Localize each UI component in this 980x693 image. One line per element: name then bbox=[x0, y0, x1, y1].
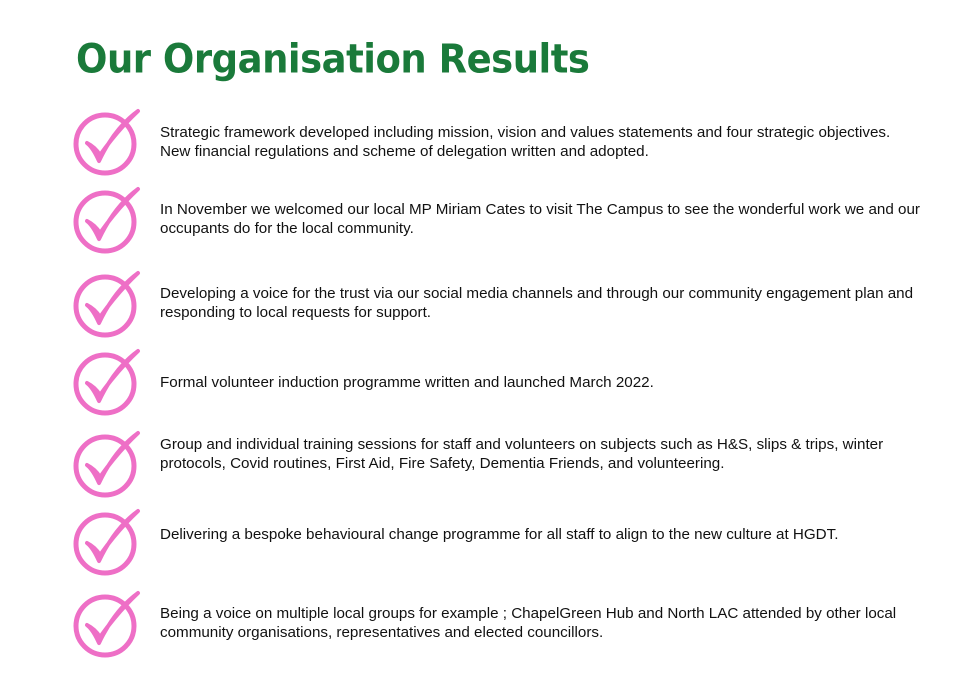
result-item bbox=[72, 268, 932, 340]
result-text: Group and individual training sessions for staff and volunteers on subjects such as H&S, slips & trips, winter protocols, Covid routines, First Aid, Fire Safety, Dementia Friends, and volunteering. bbox=[160, 436, 884, 472]
result-item bbox=[72, 428, 932, 500]
result-text: Being a voice on multiple local groups for example ; ChapelGreen Hub and North LAC attended by other local community organisations, representatives and elected councillors. bbox=[160, 605, 897, 641]
checkmark-circle-icon bbox=[72, 428, 144, 500]
result-item bbox=[72, 106, 932, 178]
result-item bbox=[72, 588, 932, 660]
result-text: Strategic framework developed including mission, vision and values statements and four strategic objectives. New financial regulations and scheme of delegation written and adopted. bbox=[160, 124, 891, 160]
result-text: Formal volunteer induction programme written and launched March 2022. bbox=[160, 374, 654, 391]
checkmark-circle-icon bbox=[72, 346, 144, 418]
result-item bbox=[72, 346, 932, 418]
result-item bbox=[72, 506, 932, 578]
checkmark-circle-icon bbox=[72, 106, 144, 178]
result-item bbox=[72, 184, 932, 256]
checkmark-circle-icon bbox=[72, 506, 144, 578]
checkmark-circle-icon bbox=[72, 184, 144, 256]
checkmark-circle-icon bbox=[72, 588, 144, 660]
result-text: Delivering a bespoke behavioural change programme for all staff to align to the new culture at HGDT. bbox=[160, 526, 839, 543]
checkmark-circle-icon bbox=[72, 268, 144, 340]
result-text: Developing a voice for the trust via our social media channels and through our community engagement plan and responding to local requests for support. bbox=[160, 285, 914, 321]
page-title: Our Organisation Results bbox=[76, 36, 590, 83]
result-text: In November we welcomed our local MP Miriam Cates to visit The Campus to see the wonderful work we and our occupants do for the local community. bbox=[160, 201, 920, 237]
